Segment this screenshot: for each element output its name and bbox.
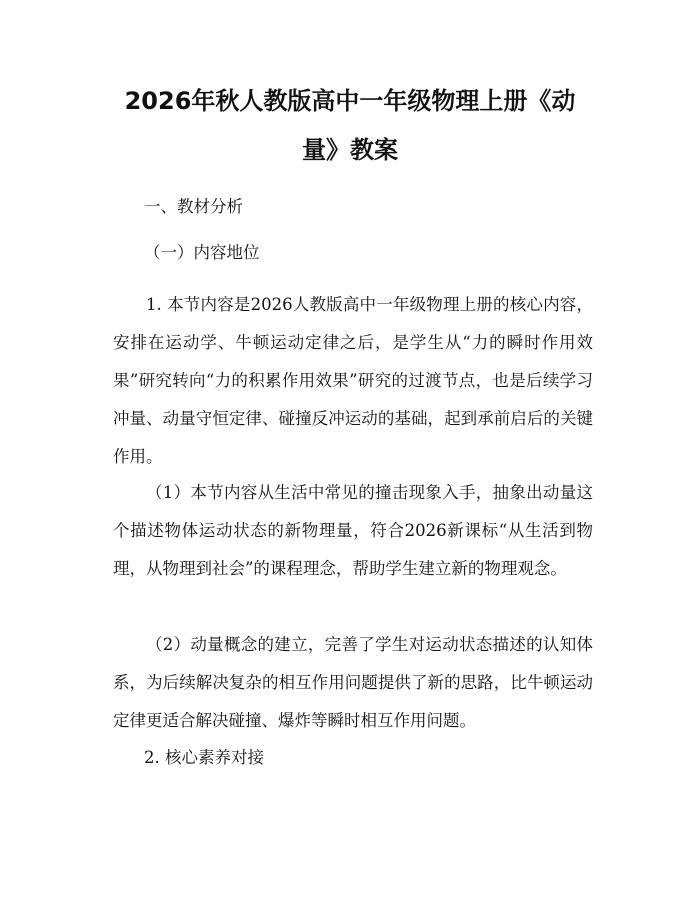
document-title-line-1: 2026年秋人教版高中一年级物理上册《动	[124, 87, 576, 115]
paragraph-content-position: 1. 本节内容是2026人教版高中一年级物理上册的核心内容，安排在运动学、牛顿运动定律之后，是学生从“力的瞬时作用效果”研究转向“力的积累作用效果”研究的过渡节点，也是后续学习冲量、动量守恒定律、碰撞反冲运动的基础，起到承前启后的关键作用。	[113, 295, 593, 466]
paragraph-point-2: （2）动量概念的建立，完善了学生对运动状态描述的认知体系，为后续解决复杂的相互作用问题提供了新的思路，比牛顿运动定律更适合解决碰撞、爆炸等瞬时相互作用问题。	[113, 635, 593, 730]
paragraph-point-1: （1）本节内容从生活中常见的撞击现象入手，抽象出动量这个描述物体运动状态的新物理量，符合2026新课标“从生活到物理，从物理到社会”的课程理念，帮助学生建立新的物理观念。	[113, 483, 593, 578]
subsection-heading-content-position: （一）内容地位	[144, 243, 260, 262]
document-title-line-2: 量》教案	[302, 136, 398, 164]
section-heading-textbook-analysis: 一、教材分析	[144, 197, 243, 216]
item-heading-core-literacy: 2. 核心素养对接	[144, 748, 264, 767]
